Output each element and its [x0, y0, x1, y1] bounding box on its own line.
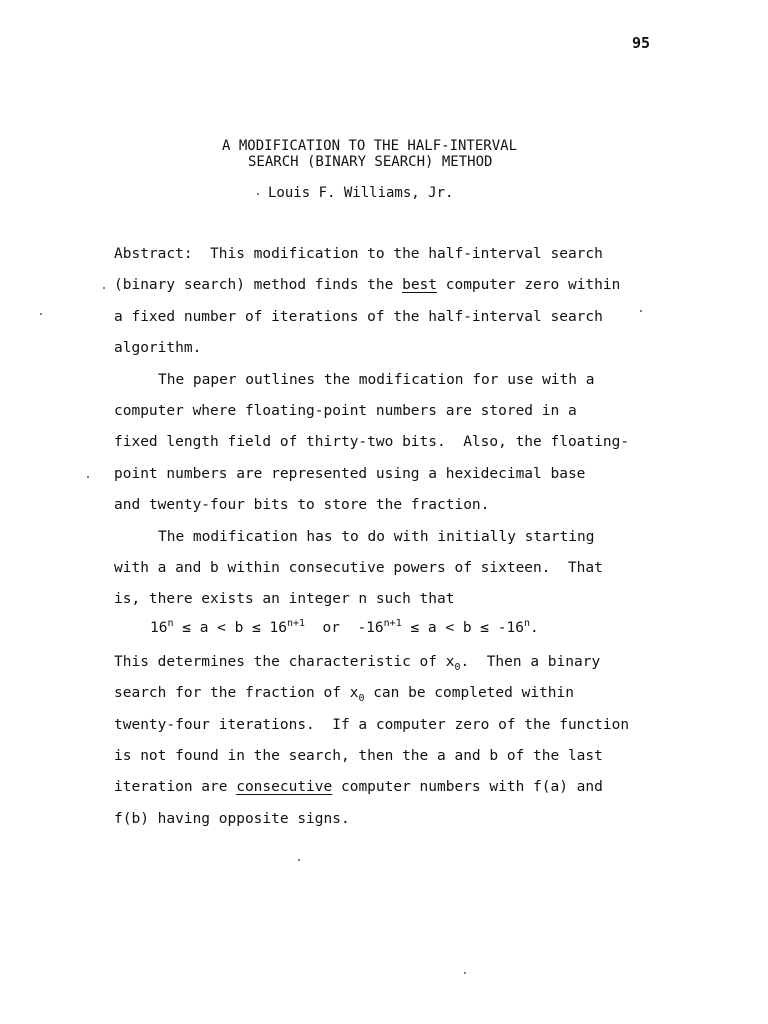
- abstract-line-2-pre: (binary search) method finds the: [114, 277, 403, 293]
- math-b2: ≤ a < b ≤ -16: [401, 620, 524, 636]
- abstract-line-2: [114, 277, 620, 293]
- author: Louis F. Williams, Jr.: [268, 185, 454, 201]
- abstract-line-2-post: computer zero within: [437, 277, 621, 293]
- scan-speck: [298, 859, 300, 861]
- emphasis-best: best: [402, 277, 438, 293]
- para2-line-5: and twenty-four bits to store the fraction.: [114, 497, 490, 513]
- para2-line-4: point numbers are represented using a hexidecimal base: [114, 466, 586, 482]
- para4-line-2-pre: search for the fraction of x: [114, 685, 359, 701]
- para4-line-5-post: computer numbers with f(a) and: [332, 779, 603, 795]
- title-line-1: A MODIFICATION TO THE HALF-INTERVAL: [222, 138, 518, 154]
- math-a2: ≤ a < b ≤ 16: [173, 620, 287, 636]
- para4-line-3: twenty-four iterations. If a computer zero of the function: [114, 717, 630, 733]
- emphasis-consecutive: consecutive: [236, 779, 333, 795]
- abstract-line-3: a fixed number of iterations of the half-interval search: [114, 309, 603, 325]
- inequality-equation: [150, 620, 539, 636]
- para3-line-3: is, there exists an integer n such that: [114, 591, 455, 607]
- para4-line-1-post: . Then a binary: [460, 654, 601, 670]
- para4-line-6: f(b) having opposite signs.: [114, 811, 350, 827]
- para4-line-1: [114, 654, 601, 673]
- x0-subscript-2: 0: [358, 692, 365, 704]
- para4-line-5: [114, 779, 603, 795]
- math-a1: 16: [150, 620, 168, 636]
- para4-line-2: [114, 685, 574, 704]
- math-b1-sup: n+1: [383, 618, 402, 630]
- para2-line-3: fixed length field of thirty-two bits. Also, the floating-: [114, 434, 630, 450]
- scan-speck: [103, 287, 105, 289]
- page-number: 95: [632, 34, 651, 52]
- scan-speck: [257, 193, 259, 195]
- scan-speck: [464, 972, 466, 974]
- para2-line-2: computer where floating-point numbers are stored in a: [114, 403, 577, 419]
- para2-line-1: The paper outlines the modification for use with a: [158, 372, 595, 388]
- para4-line-1-pre: This determines the characteristic of x: [114, 654, 455, 670]
- para3-line-1: The modification has to do with initially starting: [158, 529, 595, 545]
- para4-line-4: is not found in the search, then the a and b of the last: [114, 748, 603, 764]
- para3-line-2: with a and b within consecutive powers of sixteen. That: [114, 560, 603, 576]
- para4-line-5-pre: iteration are: [114, 779, 237, 795]
- abstract-line-4: algorithm.: [114, 340, 202, 356]
- math-end: .: [529, 620, 539, 636]
- title-line-2: SEARCH (BINARY SEARCH) METHOD: [248, 154, 493, 170]
- math-a2-sup: n+1: [287, 618, 306, 630]
- scan-speck: [640, 310, 642, 312]
- math-b2-sup: n: [523, 618, 530, 630]
- math-b1: -16: [357, 620, 384, 636]
- para4-line-2-post: can be completed within: [364, 685, 574, 701]
- scan-speck: [40, 313, 42, 315]
- scan-speck: [87, 476, 89, 478]
- math-or: or: [305, 620, 358, 636]
- abstract-line-1: Abstract: This modification to the half-interval search: [114, 246, 603, 262]
- x0-subscript: 0: [454, 661, 461, 673]
- math-a1-sup: n: [167, 618, 174, 630]
